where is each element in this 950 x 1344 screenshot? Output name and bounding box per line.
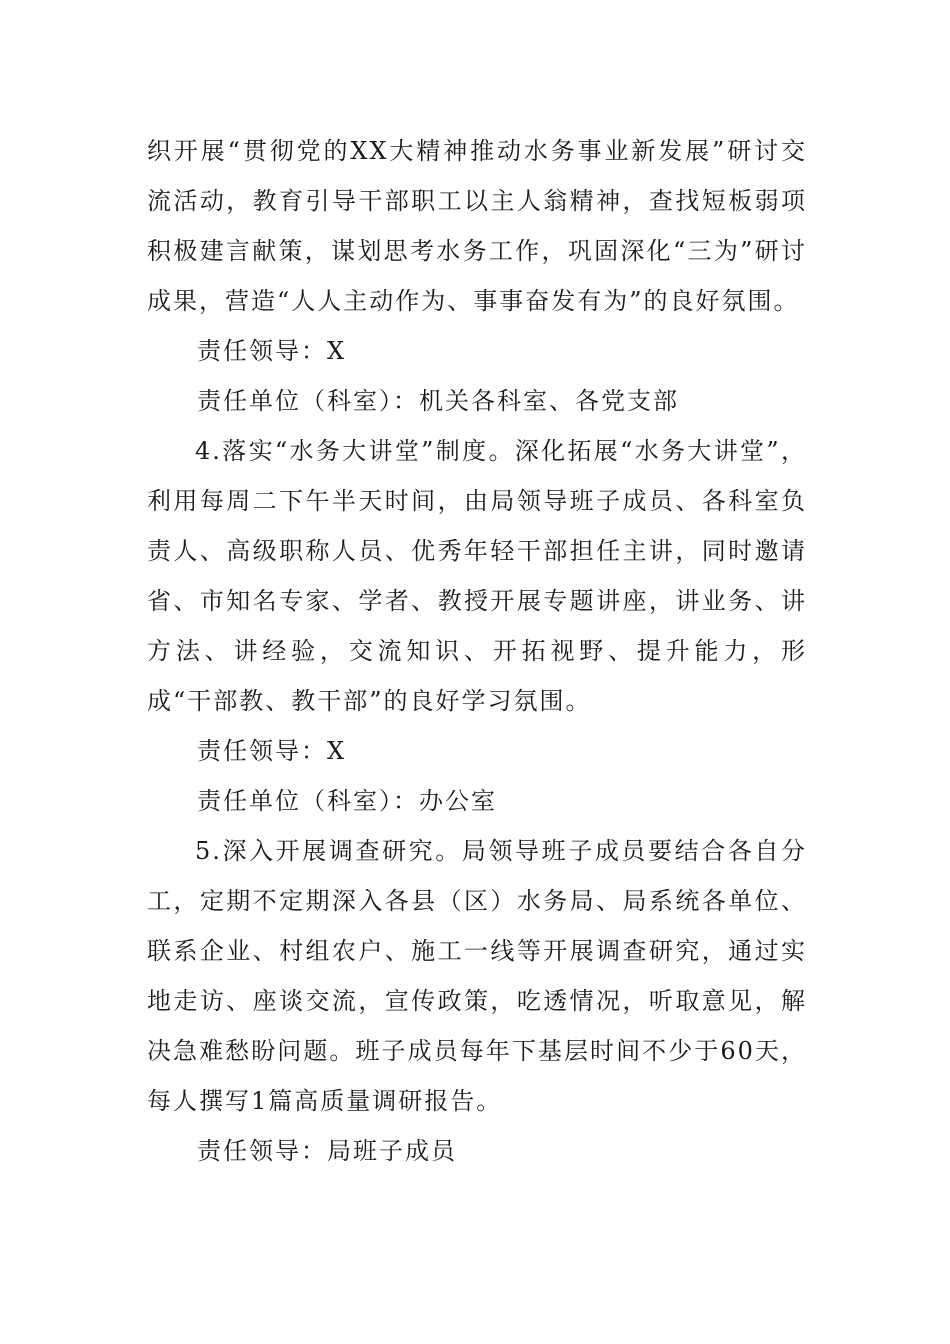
responsible-leader-3: 责任领导：局班子成员 [197,1137,457,1165]
responsible-unit-1: 责任单位（科室）：机关各科室、各党支部 [197,387,679,415]
responsible-unit-2: 责任单位（科室）：办公室 [197,787,497,815]
paragraph-continued: 织开展“贯彻党的XX大精神推动水务事业新发展”研讨交流活动，教育引导干部职工以主人翁精神，查找短板弱项积极建言献策，谋划思考水务工作，巩固深化“三为”研讨成果，营造“人人主动作为、事事奋发有为”的良好氛围。 [147,137,807,315]
responsible-leader-2: 责任领导：X [197,737,347,765]
paragraph-item-5: 5.深入开展调查研究。局领导班子成员要结合各自分工，定期不定期深入各县（区）水务局、局系统各单位、联系企业、村组农户、施工一线等开展调查研究，通过实地走访、座谈交流，宣传政策，吃透情况，听取意见，解决急难愁盼问题。班子成员每年下基层时间不少于60天，每人撰写1篇高质量调研报告。 [147,837,807,1115]
document-body [147,126,807,1176]
paragraph-item-4: 4.落实“水务大讲堂”制度。深化拓展“水务大讲堂”，利用每周二下午半天时间，由局领导班子成员、各科室负责人、高级职称人员、优秀年轻干部担任主讲，同时邀请省、市知名专家、学者、教授开展专题讲座，讲业务、讲方法、讲经验，交流知识、开拓视野、提升能力，形成“干部教、教干部”的良好学习氛围。 [147,437,807,715]
responsible-leader-1: 责任领导：X [197,337,347,365]
